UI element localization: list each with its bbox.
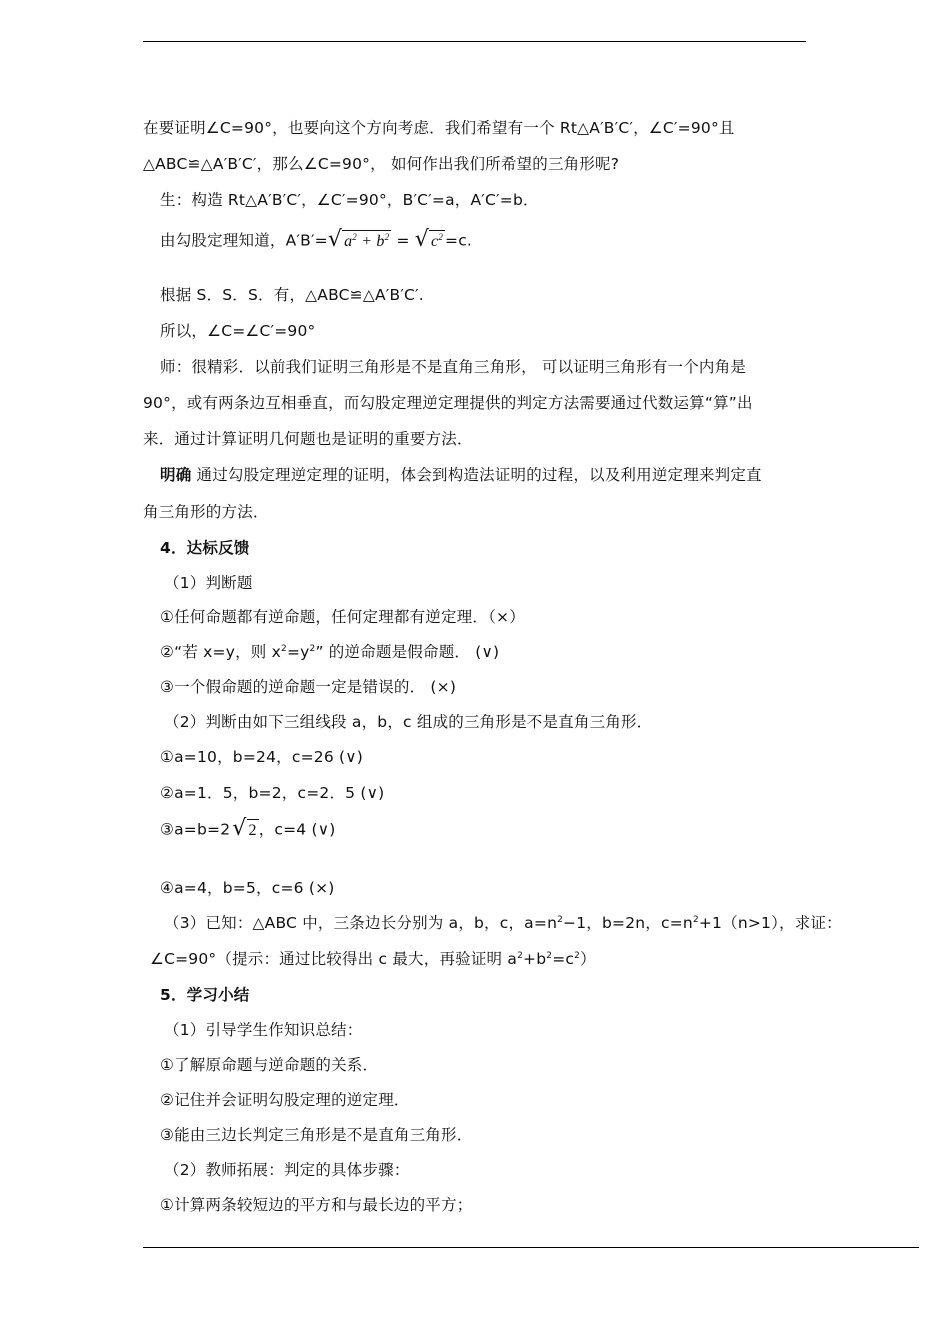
bold-label: 明确	[160, 466, 192, 484]
text-line: （2）判断由如下三组线段 a，b，c 组成的三角形是不是直角三角形．	[164, 713, 653, 731]
text-line: ②记住并会证明勾股定理的逆定理．	[160, 1091, 410, 1109]
equals-sign: =	[396, 231, 410, 250]
text-line: ①a=10，b=24，c=26 (∨)	[160, 748, 364, 766]
text-line: 来．通过计算证明几何题也是证明的重要方法．	[143, 430, 473, 448]
sqrt-2: √ 2	[232, 816, 257, 841]
text-line: 90°，或有两条边互相垂直，而勾股定理逆定理提供的判定方法需要通过代数运算“算”出	[143, 394, 753, 412]
text-line: （1）判断题	[164, 574, 253, 592]
text-line: ∠C=90°（提示：通过比较得出 c 最大，再验证明 $a^2+b^2=c^2$）	[150, 950, 596, 968]
section-heading: 4．达标反馈	[160, 539, 250, 557]
text-line: 所以，∠C=∠C′=90°	[160, 322, 316, 340]
formula-suffix: =c.	[445, 231, 473, 250]
section-heading: 5．学习小结	[160, 986, 250, 1004]
text-line: ②a=1．5，b=2，c=2．5 (∨)	[160, 784, 385, 802]
sqrt-c2: √ $c^2$	[414, 227, 444, 252]
text-line: 在要证明∠C=90°，也要向这个方向考虑．我们希望有一个 Rt△A′B′C′，∠C′=90°且	[143, 119, 735, 137]
footer-rule	[143, 1247, 919, 1248]
text-line: ③能由三边长判定三角形是不是直角三角形．	[160, 1126, 473, 1144]
text-line: （3）已知：△ABC 中，三条边长分别为 a，b，c，$a=n^2-1$，b=2n，$c=n^2+1(n>1)$，求证：	[164, 914, 842, 932]
sqrt-a2-b2: √ $a^2 + b^2$	[327, 227, 390, 252]
text-line: 根据 S．S．S．有，△ABC≌△A′B′C′.	[160, 286, 424, 304]
text-line: ④a=4，b=5，c=6 (×)	[160, 879, 335, 897]
formula-line: ③a=b=2√ 2 ，c=4 (∨)	[160, 816, 336, 841]
header-rule	[143, 41, 806, 42]
formula-prefix: 由勾股定理知道，A′B′=	[160, 231, 328, 250]
text-line: ②“若 x=y，则 $x^2=y^2$” 的逆命题是假命题． (∨)	[160, 643, 500, 661]
text-line: 师：很精彩．以前我们证明三角形是不是直角三角形， 可以证明三角形有一个内角是	[160, 358, 747, 376]
text-line: ①了解原命题与逆命题的关系．	[160, 1056, 379, 1074]
text-line: ①计算两条较短边的平方和与最长边的平方；	[160, 1196, 473, 1214]
text-line: 角三角形的方法．	[143, 503, 269, 521]
text-line: ①任何命题都有逆命题，任何定理都有逆定理．（×）	[160, 608, 525, 626]
text-line: 明确 通过勾股定理逆定理的证明，体会到构造法证明的过程，以及利用逆定理来判定直	[160, 466, 762, 484]
text-line: △ABC≌△A′B′C′，那么∠C=90°， 如何作出我们所希望的三角形呢?	[143, 155, 620, 173]
text-line: 生：构造 Rt△A′B′C′，∠C′=90°，B′C′=a，A′C′=b．	[160, 191, 539, 209]
text-line: ③一个假命题的逆命题一定是错误的． (×)	[160, 678, 457, 696]
formula-line	[160, 229, 472, 253]
text-line: （2）教师拓展：判定的具体步骤：	[164, 1161, 410, 1179]
text-line: （1）引导学生作知识总结：	[164, 1021, 363, 1039]
